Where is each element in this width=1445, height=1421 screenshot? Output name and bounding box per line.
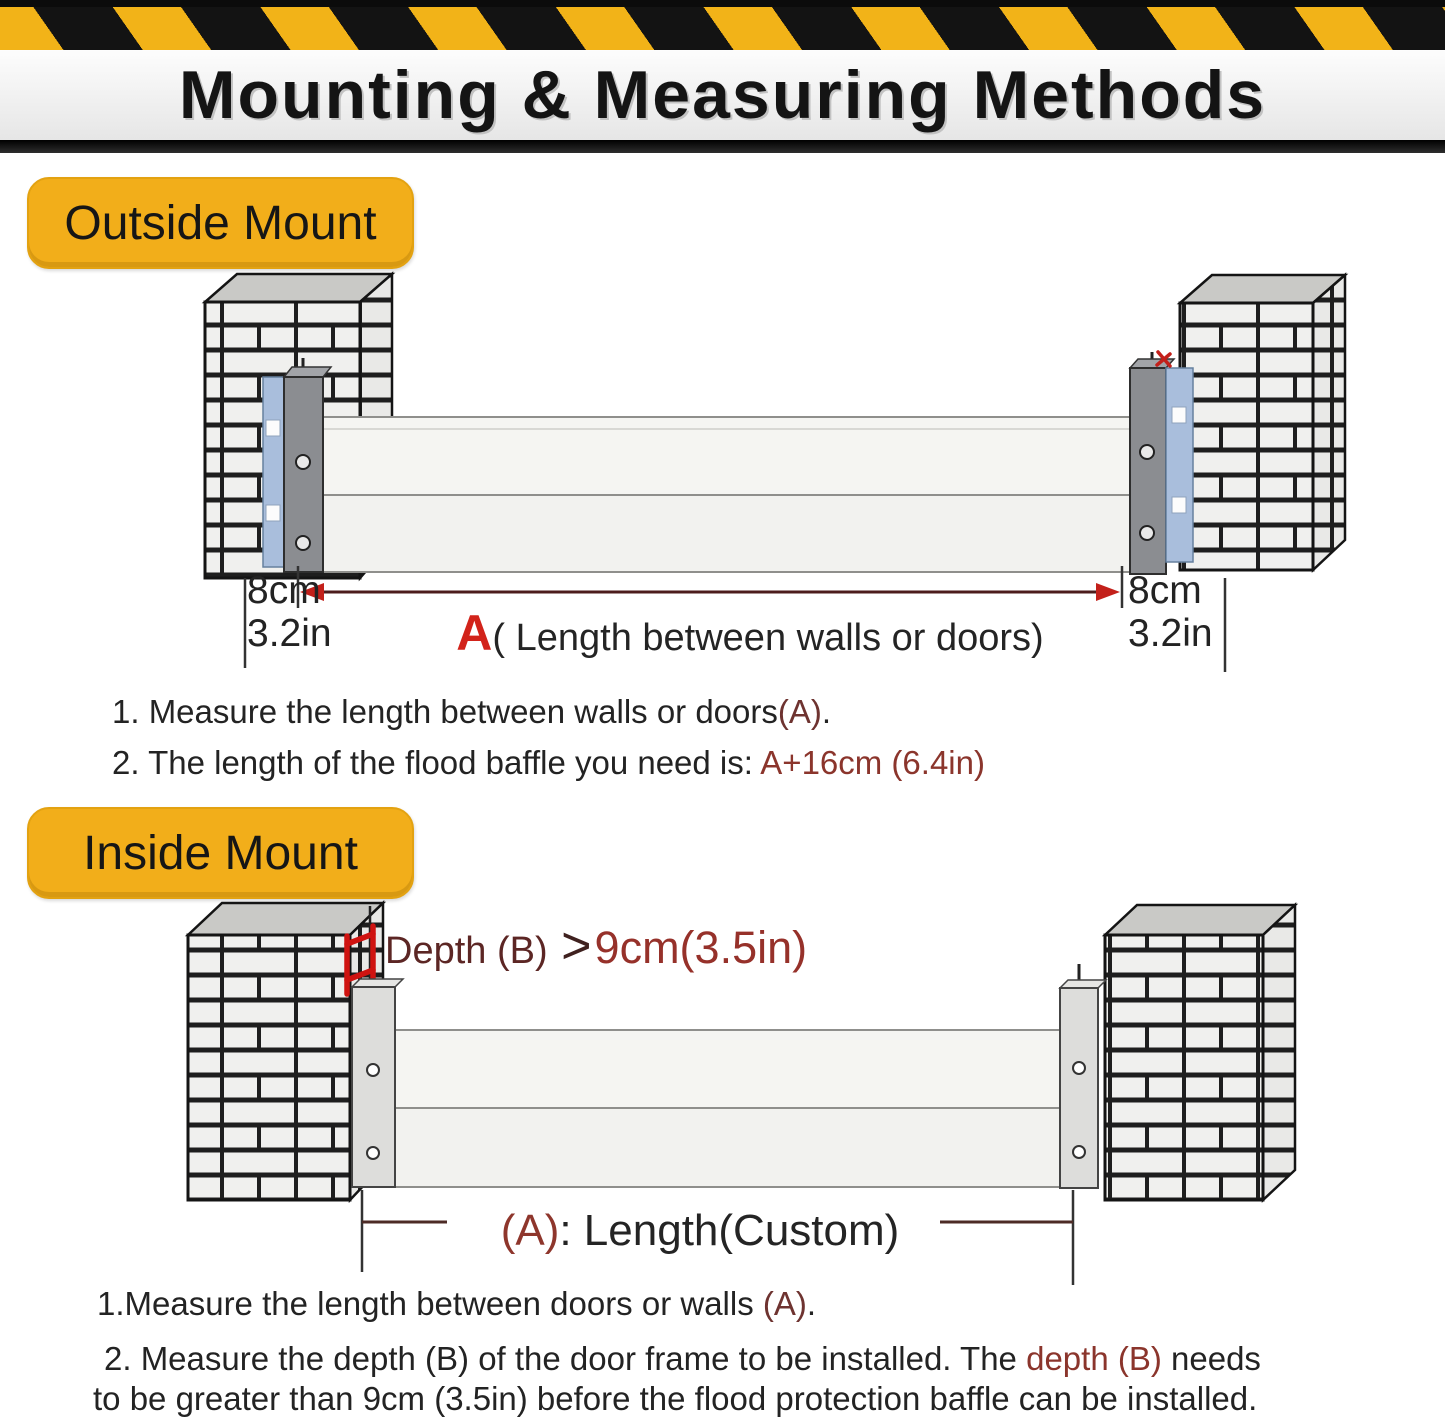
outside-step-1 xyxy=(112,693,831,731)
length-custom-text: : Length(Custom) xyxy=(559,1206,900,1255)
outside-step-2-value: A+16cm (6.4in) xyxy=(760,744,985,781)
left-gap-in: 3.2in xyxy=(247,612,332,655)
dimension-arrow xyxy=(300,583,1120,601)
length-custom-label xyxy=(440,1206,960,1256)
length-a-letter: A xyxy=(456,605,493,661)
outside-mount-badge xyxy=(27,177,414,269)
mounting-bracket-left-inside xyxy=(352,979,403,1187)
greater-than-sign: > xyxy=(561,917,592,975)
length-a-label xyxy=(420,604,1080,662)
inside-step-2-line-1 xyxy=(104,1340,1261,1378)
outside-step-1-text: 1. Measure the length between walls or doors xyxy=(112,693,778,730)
inside-step-2-text-a: 2. Measure the depth (B) of the door frame to be installed. The xyxy=(104,1340,1027,1377)
inside-step-1-a: (A) xyxy=(762,1285,807,1322)
outside-step-2-text: 2. The length of the flood baffle you need is: xyxy=(112,744,761,781)
brick-pillar-right xyxy=(1180,275,1345,570)
outside-step-2 xyxy=(112,744,985,782)
inside-step-2-line-2 xyxy=(93,1380,1257,1418)
mounting-bracket-left xyxy=(284,358,331,572)
mounting-bracket-right-inside xyxy=(1060,964,1106,1188)
left-gap-dimension xyxy=(247,569,332,655)
title-band xyxy=(0,50,1445,140)
right-gap-in: 3.2in xyxy=(1128,612,1213,655)
page-title: Mounting & Measuring Methods xyxy=(178,57,1267,133)
depth-b-value: 9cm(3.5in) xyxy=(594,922,808,973)
inside-mount-badge xyxy=(27,807,414,899)
inside-step-1-text: 1.Measure the length between doors or walls xyxy=(97,1285,763,1322)
inside-step-2-depth-b: depth (B) xyxy=(1026,1340,1162,1377)
right-gap-dimension xyxy=(1128,569,1213,655)
depth-b-text: Depth (B) xyxy=(385,930,559,972)
outside-step-1-dot: . xyxy=(821,693,832,730)
brick-pillar-right-inside xyxy=(1105,905,1295,1200)
inside-step-1 xyxy=(97,1285,816,1323)
outside-step-1-a: (A) xyxy=(777,693,822,730)
rail-strip-left xyxy=(263,377,284,567)
flood-barrier-panels xyxy=(306,417,1138,572)
flood-barrier-panels-inside xyxy=(390,1030,1065,1187)
inside-step-1-dot: . xyxy=(806,1285,817,1322)
inside-step-2-text-c: to be greater than 9cm (3.5in) before the flood protection baffle can be installed. xyxy=(93,1380,1258,1417)
depth-b-label xyxy=(385,916,807,976)
hazard-stripe-banner xyxy=(0,0,1445,57)
outside-mount-label: Outside Mount xyxy=(64,196,377,250)
inside-step-2-text-b: needs xyxy=(1161,1340,1261,1377)
inside-mount-label: Inside Mount xyxy=(83,826,358,880)
length-custom-a: (A) xyxy=(500,1206,560,1255)
left-gap-cm: 8cm xyxy=(247,569,321,612)
banner-divider xyxy=(0,140,1445,153)
right-gap-cm: 8cm xyxy=(1128,569,1202,612)
length-a-text: ( Length between walls or doors) xyxy=(492,617,1044,659)
